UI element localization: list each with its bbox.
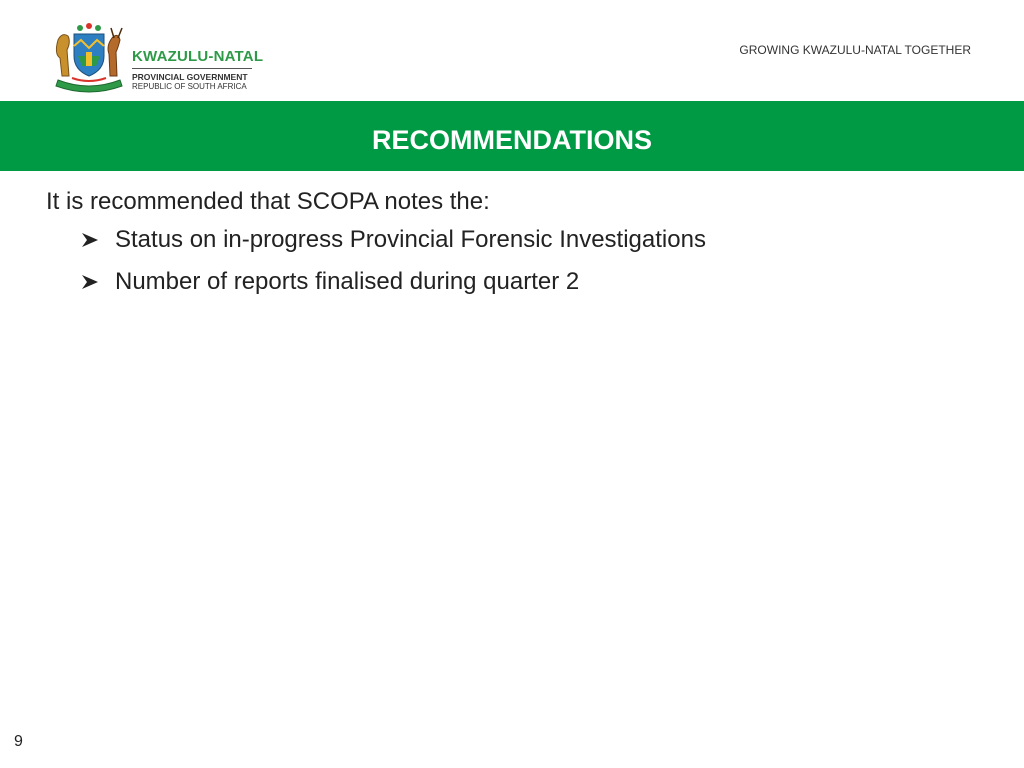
intro-text: It is recommended that SCOPA notes the: xyxy=(46,188,490,215)
logo-republic: REPUBLIC OF SOUTH AFRICA xyxy=(132,82,247,91)
arrow-bullet-icon xyxy=(81,232,99,248)
page-number: 9 xyxy=(14,733,23,750)
bullet-text: Status on in-progress Provincial Forensic Investigations xyxy=(115,226,706,253)
list-item xyxy=(81,226,986,254)
coat-of-arms-icon xyxy=(50,20,128,94)
logo-government: PROVINCIAL GOVERNMENT xyxy=(132,72,248,82)
bullet-text: Number of reports finalised during quarter 2 xyxy=(115,268,580,295)
list-item xyxy=(81,268,986,296)
header-tagline: GROWING KWAZULU-NATAL TOGETHER xyxy=(739,43,971,57)
slide-title: RECOMMENDATIONS xyxy=(372,125,652,155)
logo-text xyxy=(132,48,263,91)
title-band xyxy=(0,101,1024,171)
logo-divider xyxy=(132,68,252,69)
arrow-bullet-icon xyxy=(81,274,99,290)
slide-body xyxy=(46,188,986,310)
kzn-logo xyxy=(50,20,270,94)
logo-name: KWAZULU-NATAL xyxy=(132,48,264,65)
